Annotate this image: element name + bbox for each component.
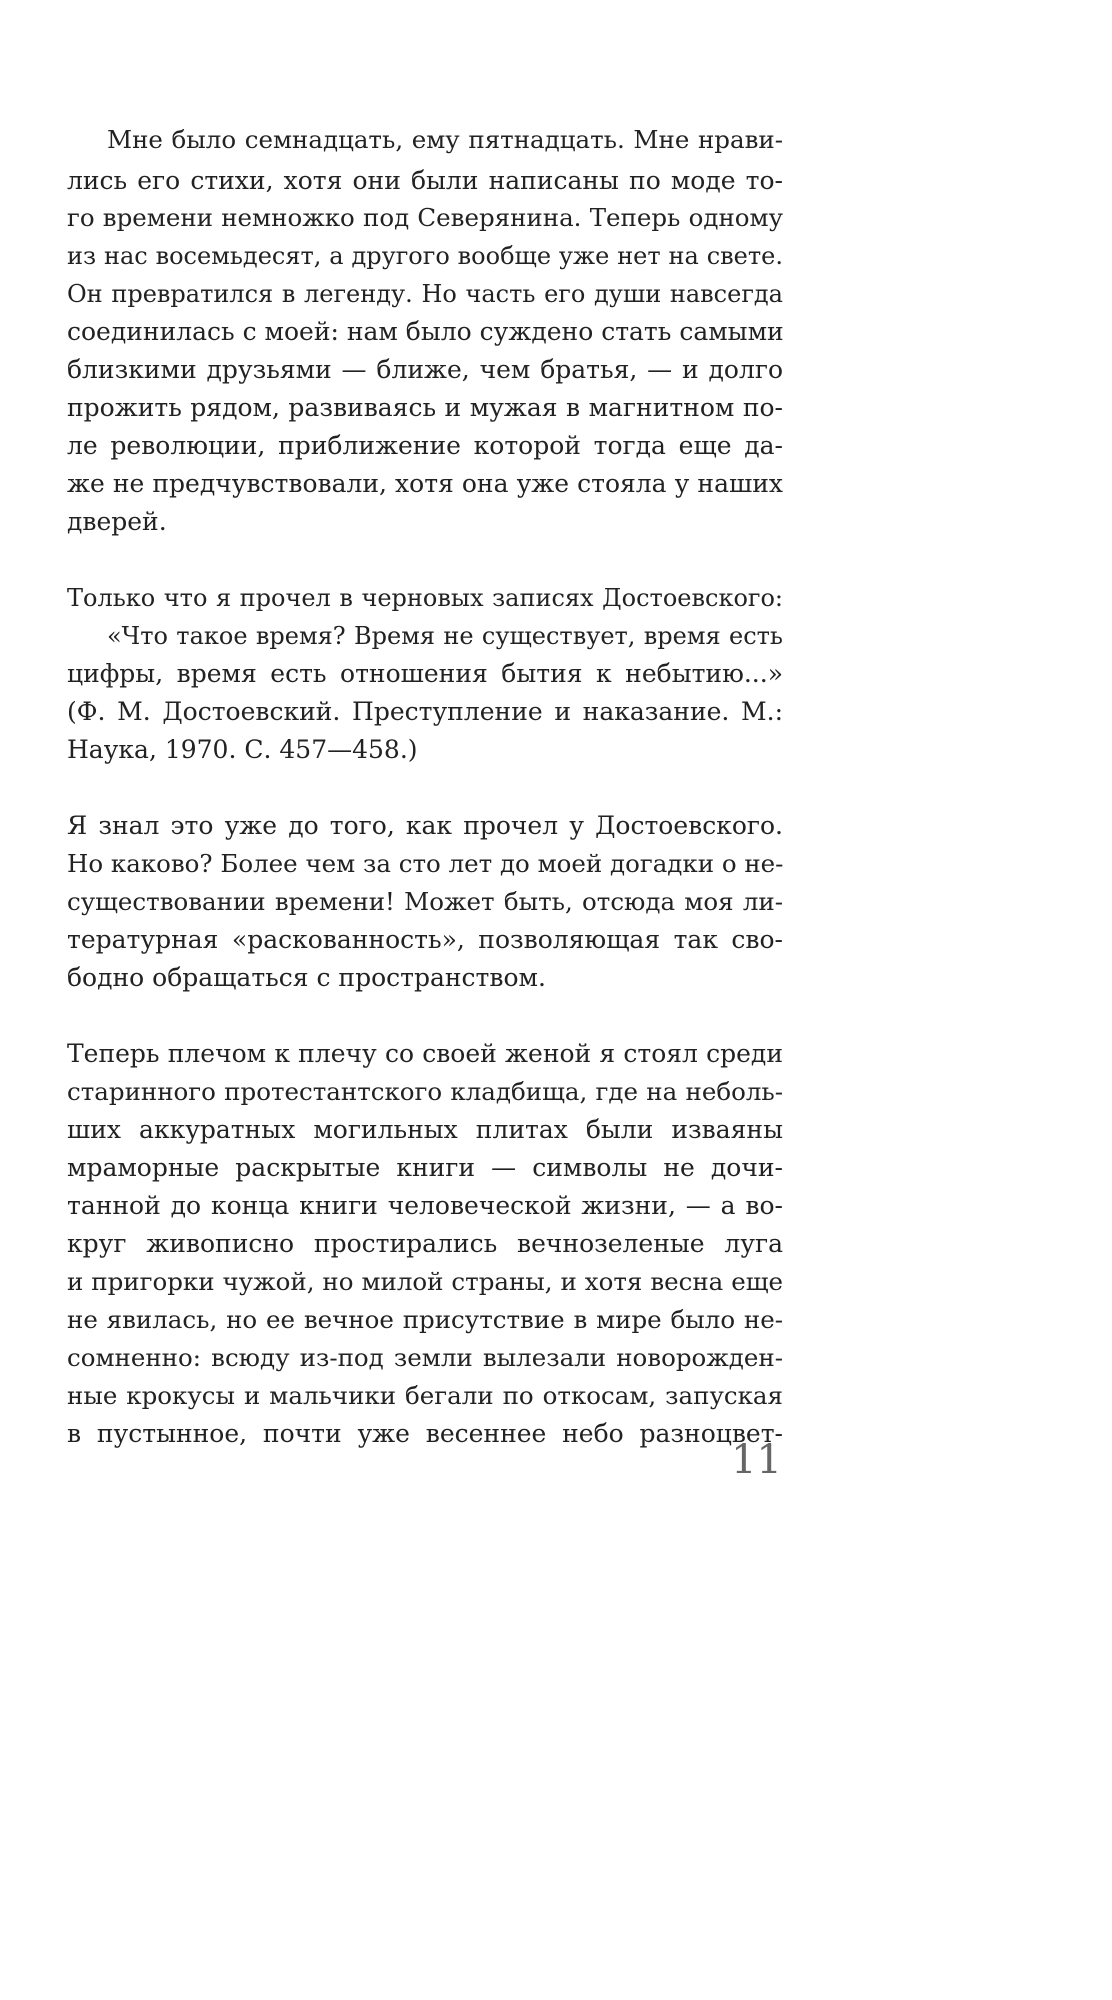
text-line: существовании времени! Может быть, отсюда моя ли- bbox=[67, 887, 783, 916]
quote-line: «Что такое время? Время не существует, время есть bbox=[107, 622, 783, 650]
text-line: Я знал это уже до того, как прочел у Достоевского. bbox=[67, 811, 783, 840]
text-line: прожить рядом, развиваясь и мужая в магнитном по- bbox=[67, 393, 783, 422]
text-line: танной до конца книги человеческой жизни, — а во- bbox=[67, 1191, 783, 1220]
text-line: из нас восемьдесят, а другого вообще уже нет на свете. bbox=[67, 242, 783, 270]
text-line: Теперь плечом к плечу со своей женой я стоял среди bbox=[67, 1039, 783, 1068]
text-line: лись его стихи, хотя они были написаны по моде то- bbox=[67, 166, 783, 195]
page-number: 11 bbox=[731, 1437, 782, 1483]
text-line: ные крокусы и мальчики бегали по откосам, запуская bbox=[67, 1381, 783, 1410]
text-line: бодно обращаться с пространством. bbox=[67, 963, 546, 992]
text-line: мраморные раскрытые книги — символы не дочи- bbox=[67, 1153, 783, 1182]
text-line: же не предчувствовали, хотя она уже стояла у наших bbox=[67, 469, 783, 498]
text-line: и пригорки чужой, но милой страны, и хотя весна еще bbox=[67, 1267, 783, 1296]
text-line: дверей. bbox=[67, 507, 167, 536]
text-line: старинного протестантского кладбища, где на неболь- bbox=[67, 1077, 783, 1106]
text-line: Мне было семнадцать, ему пятнадцать. Мне нрави- bbox=[107, 125, 783, 154]
text-line: тературная «раскованность», позволяющая так сво- bbox=[67, 925, 783, 954]
quote-line: цифры, время есть отношения бытия к небытию...» bbox=[67, 659, 783, 688]
text-line: сомненно: всюду из-под земли вылезали новорожден- bbox=[67, 1343, 783, 1372]
text-line: Он превратился в легенду. Но часть его души навсегда bbox=[67, 280, 783, 308]
text-line: ших аккуратных могильных плитах были изваяны bbox=[67, 1115, 783, 1144]
citation-line: (Ф. М. Достоевский. Преступление и наказание. М.: bbox=[67, 697, 783, 726]
text-line: Но каково? Более чем за сто лет до моей догадки о не- bbox=[67, 849, 784, 878]
text-line: соединилась с моей: нам было суждено стать самыми bbox=[67, 317, 784, 346]
citation-line: Наука, 1970. С. 457—458.) bbox=[67, 735, 418, 764]
text-line: в пустынное, почти уже весеннее небо разноцвет- bbox=[67, 1419, 783, 1448]
text-line: го времени немножко под Северянина. Теперь одному bbox=[67, 203, 783, 232]
text-line: ле революции, приближение которой тогда еще да- bbox=[67, 431, 783, 460]
text-line: круг живописно простирались вечнозеленые луга bbox=[67, 1229, 783, 1258]
text-line: близкими друзьями — ближе, чем братья, — и долго bbox=[67, 355, 783, 384]
text-line: Только что я прочел в черновых записях Достоевского: bbox=[67, 584, 783, 612]
text-line: не явилась, но ее вечное присутствие в мире было не- bbox=[67, 1305, 783, 1334]
